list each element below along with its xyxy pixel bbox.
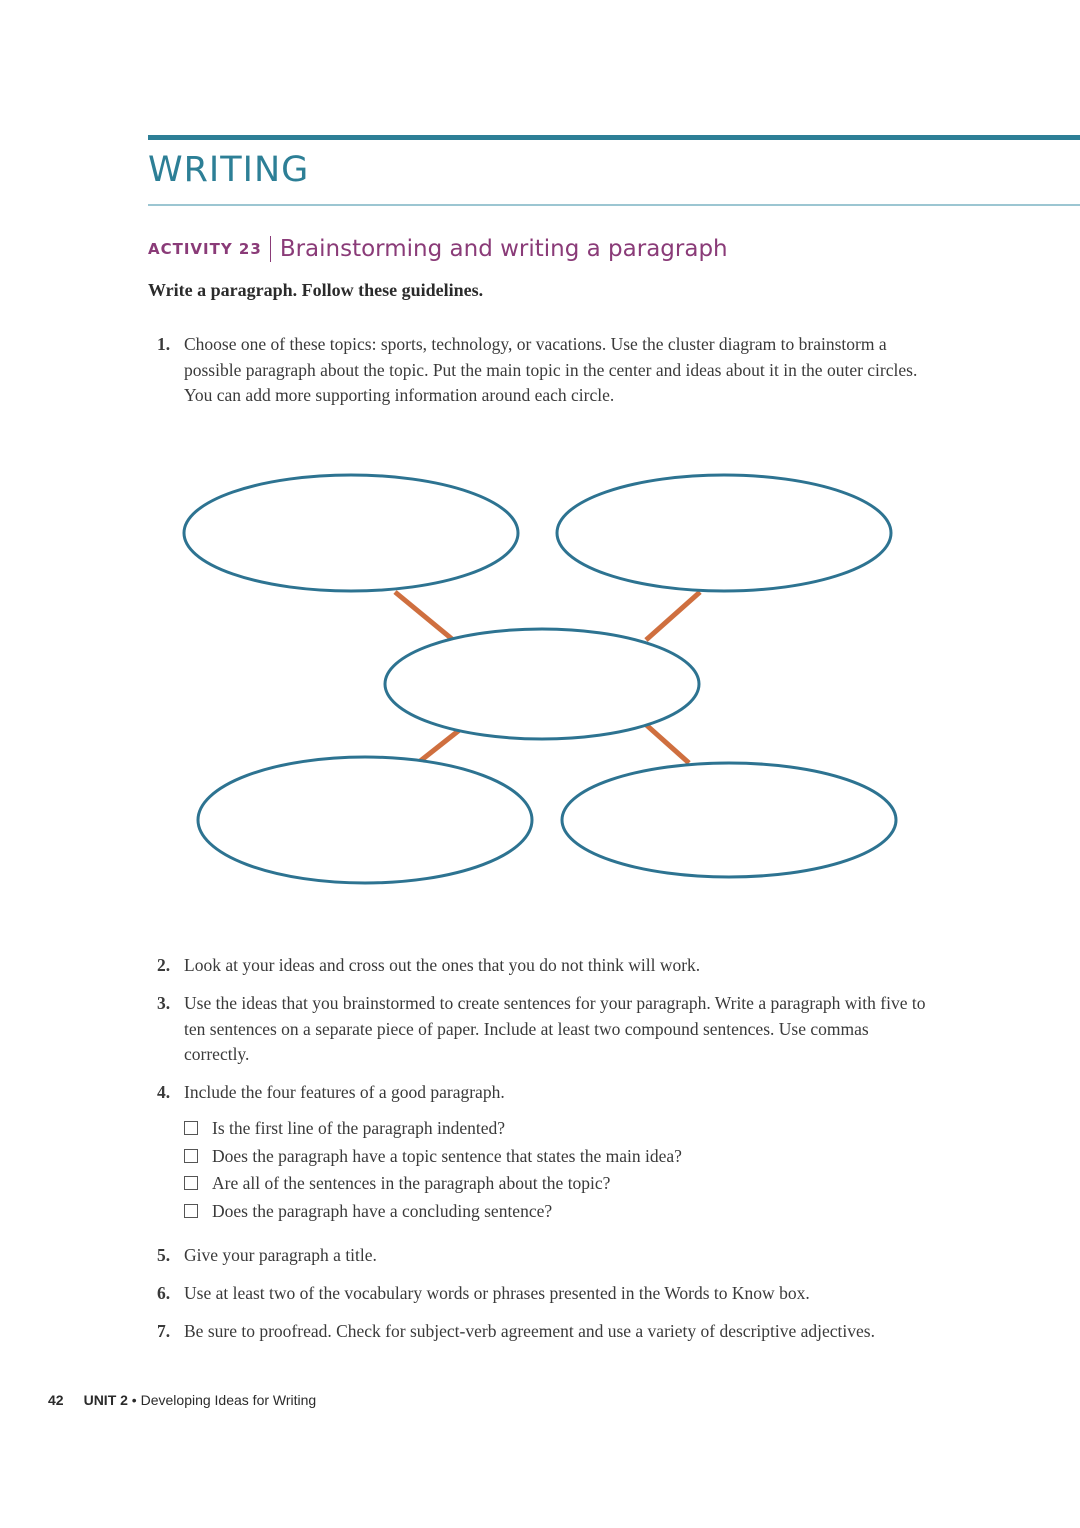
checklist-item bbox=[184, 1115, 682, 1143]
checklist-text: Are all of the sentences in the paragraph about the topic? bbox=[212, 1173, 611, 1193]
checklist-item bbox=[184, 1198, 682, 1226]
step-item bbox=[148, 991, 938, 1068]
step-text: Look at your ideas and cross out the ones that you do not think will work. bbox=[184, 955, 701, 975]
footer-unit: UNIT 2 bbox=[83, 1392, 128, 1408]
step-item bbox=[148, 1080, 938, 1106]
step-text: Include the four features of a good paragraph. bbox=[184, 1082, 505, 1102]
step-text: Use the ideas that you brainstormed to create sentences for your paragraph. Write a paragraph with five to ten sentences on a separate piece of paper. Include at least two compound sentences. Use commas correctly. bbox=[184, 993, 926, 1064]
activity-instruction: Write a paragraph. Follow these guidelines. bbox=[148, 280, 484, 300]
step-item bbox=[148, 953, 938, 979]
checklist-text: Does the paragraph have a topic sentence that states the main idea? bbox=[212, 1145, 682, 1166]
checkbox[interactable] bbox=[184, 1121, 198, 1135]
checklist-item bbox=[184, 1143, 682, 1171]
step-text: Be sure to proofread. Check for subject-verb agreement and use a variety of descriptive adjectives. bbox=[184, 1321, 875, 1341]
step-number: 2. bbox=[157, 955, 171, 975]
outer-circle-bottom-left bbox=[198, 757, 532, 883]
outer-circle-bottom-right bbox=[562, 763, 896, 877]
checklist-text: Is the first line of the paragraph indented? bbox=[212, 1118, 506, 1138]
page-number: 42 bbox=[48, 1392, 64, 1408]
step-number: 7. bbox=[157, 1321, 171, 1341]
connector-line bbox=[646, 592, 700, 640]
checkbox[interactable] bbox=[184, 1149, 198, 1163]
step-number: 4. bbox=[157, 1082, 171, 1102]
outer-circle-top-right bbox=[557, 475, 891, 591]
connector-line bbox=[419, 728, 462, 762]
footer-unit-title: Developing Ideas for Writing bbox=[140, 1392, 317, 1408]
footer-separator: • bbox=[127, 1392, 141, 1408]
step-text: Use at least two of the vocabulary words or phrases presented in the Words to Know box. bbox=[184, 1283, 810, 1303]
step-number: 3. bbox=[157, 993, 171, 1013]
checkbox[interactable] bbox=[184, 1176, 198, 1190]
step-number: 1. bbox=[157, 334, 171, 354]
step-text: Give your paragraph a title. bbox=[184, 1245, 377, 1265]
activity-title: Brainstorming and writing a paragraph bbox=[279, 236, 728, 262]
step-item bbox=[148, 1243, 938, 1269]
step-text: Choose one of these topics: sports, technology, or vacations. Use the cluster diagram to brainstorm a possible paragraph about the topic. Put the main topic in the center and ideas about it in the outer circles. You can add more supporting information around each circle. bbox=[184, 334, 918, 405]
center-circle bbox=[385, 629, 699, 739]
checklist-text: Does the paragraph have a concluding sentence? bbox=[212, 1200, 553, 1221]
outer-circle-top-left bbox=[184, 475, 518, 591]
connector-line bbox=[643, 722, 689, 763]
step-item bbox=[148, 1319, 938, 1345]
checkbox[interactable] bbox=[184, 1204, 198, 1218]
section-title: WRITING bbox=[148, 150, 310, 190]
step-number: 6. bbox=[157, 1283, 171, 1303]
activity-label: ACTIVITY 23 bbox=[148, 240, 262, 258]
connector-line bbox=[395, 592, 452, 639]
page-footer bbox=[48, 1392, 316, 1408]
checklist-item bbox=[184, 1170, 682, 1198]
step-item bbox=[148, 1281, 938, 1307]
feature-checklist bbox=[184, 1115, 682, 1225]
step-number: 5. bbox=[157, 1245, 171, 1265]
